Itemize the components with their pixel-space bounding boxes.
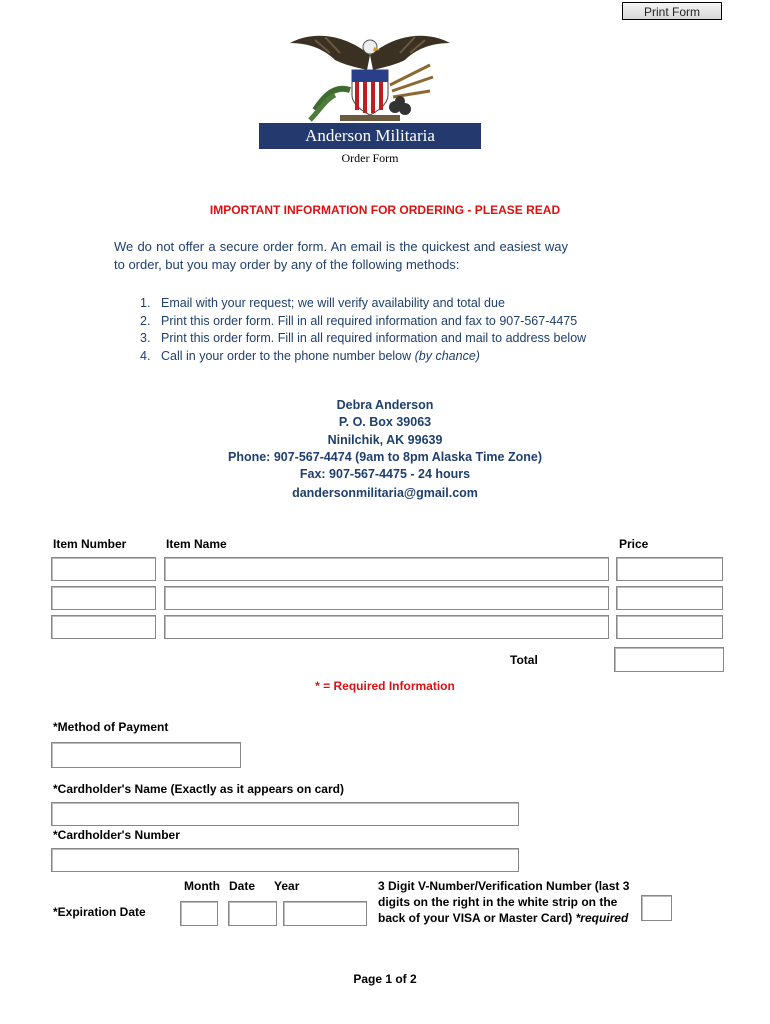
store-name-banner: Anderson Militaria [259, 123, 481, 149]
contact-name: Debra Anderson [336, 398, 434, 412]
expiration-year-field[interactable] [283, 901, 367, 926]
contact-phone: Phone: 907-567-4474 (9am to 8pm Alaska Time Zone) [227, 449, 542, 464]
total-field[interactable] [614, 647, 724, 672]
col-price: Price [619, 537, 649, 551]
list-item: 1. Email with your request; we will verify availability and total due [140, 296, 505, 310]
page-number: Page 1 of 2 [353, 972, 417, 986]
total-label: Total [510, 653, 538, 667]
item-number-field-3[interactable] [51, 615, 156, 639]
date-label: Date [229, 879, 256, 893]
print-form-button[interactable]: Print Form [622, 2, 722, 20]
item-number-field-1[interactable] [51, 557, 156, 581]
contact-fax: Fax: 907-567-4475 - 24 hours [299, 467, 471, 482]
item-number-field-2[interactable] [51, 586, 156, 610]
payment-method-label: *Method of Payment [53, 720, 169, 734]
form-subtitle: Order Form [341, 151, 399, 165]
expiration-date-label: *Expiration Date [53, 905, 146, 919]
payment-method-field[interactable] [51, 742, 241, 768]
item-name-field-2[interactable] [164, 586, 609, 610]
price-field-2[interactable] [616, 586, 723, 610]
expiration-date-field[interactable] [228, 901, 277, 926]
list-item: 3. Print this order form. Fill in all required information and mail to address below [140, 331, 587, 345]
cardholder-name-field[interactable] [51, 802, 519, 826]
expiration-month-field[interactable] [180, 901, 218, 926]
cardholder-number-label: *Cardholder's Number [53, 828, 180, 842]
price-field-1[interactable] [616, 557, 723, 581]
contact-email: dandersonmilitaria@gmail.com [292, 486, 478, 501]
col-item-name: Item Name [166, 537, 227, 551]
list-item: 4. Call in your order to the phone number below (by chance) [140, 348, 480, 363]
intro-paragraph: We do not offer a secure order form. An email is the quickest and easiest way to order, but you may order by any of the following methods: [114, 239, 568, 272]
month-label: Month [184, 879, 220, 893]
ordering-methods-list [140, 295, 640, 365]
list-item: 2. Print this order form. Fill in all required information and fax to 907-567-4475 [140, 313, 578, 328]
price-field-3[interactable] [616, 615, 723, 639]
contact-city: Ninilchik, AK 99639 [327, 432, 443, 447]
important-heading: IMPORTANT INFORMATION FOR ORDERING - PLEASE READ [209, 203, 561, 217]
col-item-number: Item Number [53, 537, 127, 551]
required-note: * = Required Information [315, 679, 455, 693]
year-label: Year [274, 879, 300, 893]
eagle-shield-logo [255, 25, 485, 125]
contact-block [0, 397, 770, 503]
cardholder-name-label: *Cardholder's Name (Exactly as it appears on card) [53, 782, 344, 796]
cvv-field[interactable] [641, 895, 672, 921]
cardholder-number-field[interactable] [51, 848, 519, 872]
item-name-field-1[interactable] [164, 557, 609, 581]
cvv-instructions: 3 Digit V-Number/Verification Number (last 3 digits on the right in the white strip on the back of your VISA or Master Card) *required [378, 879, 630, 925]
contact-po-box: P. O. Box 39063 [338, 415, 432, 430]
item-name-field-3[interactable] [164, 615, 609, 639]
